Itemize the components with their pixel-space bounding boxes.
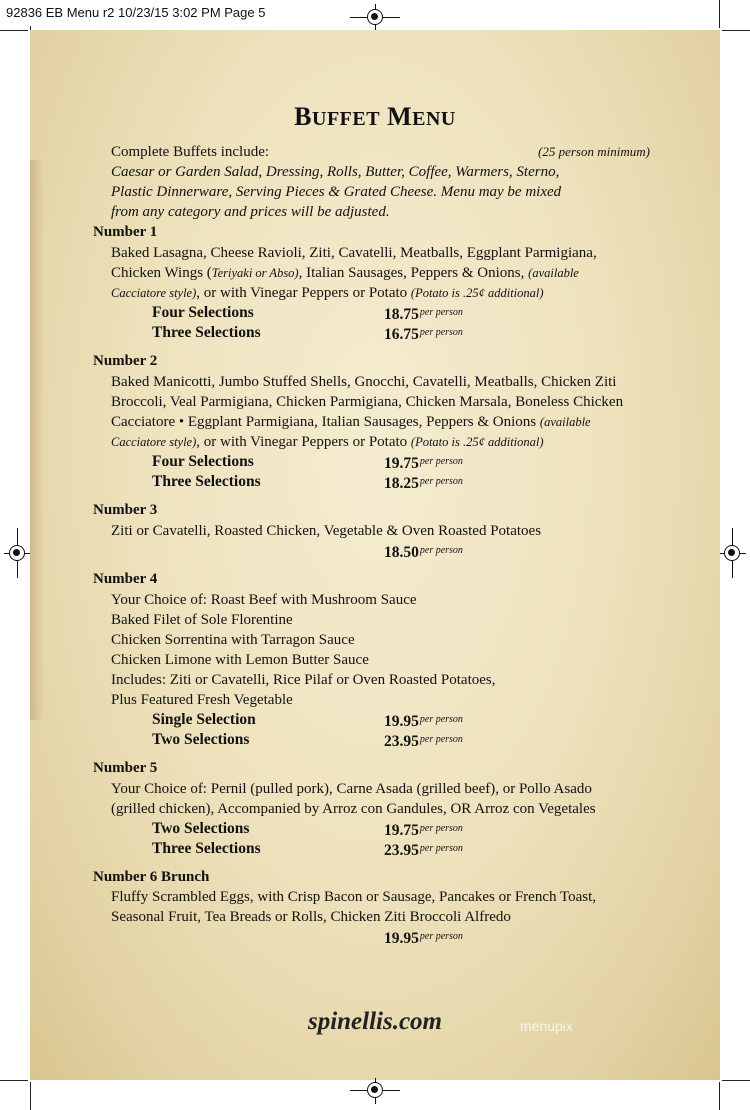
per-person-label: per person (419, 843, 463, 854)
n4-line-1: Your Choice of: Roast Beef with Mushroom Sauce (111, 592, 417, 608)
crop-mark-top-right-v (719, 0, 720, 28)
intro-line-2: Plastic Dinnerware, Serving Pieces & Grated Cheese. Menu may be mixed (111, 184, 562, 200)
n1-line-2 (111, 263, 579, 283)
n2-line-3a: Cacciatore • Eggplant Parmigiana, Italian Sausages, Peppers & Onions (111, 414, 540, 430)
n3-line-1: Ziti or Cavatelli, Roasted Chicken, Vegetable & Oven Roasted Potatoes (111, 523, 542, 539)
intro-minimum: (25 person minimum) (538, 144, 650, 159)
intro-lead: Complete Buffets include: (111, 144, 270, 160)
n1-line-3a: Cacciatore style) (111, 286, 197, 300)
n1-line-3c: (Potato is .25¢ additional) (410, 286, 544, 300)
n1-price-1 (384, 303, 463, 325)
n2-line-4 (111, 432, 544, 452)
n5-price-1 (384, 819, 463, 841)
page-title (0, 102, 750, 132)
n6-line-1: Fluffy Scrambled Eggs, with Crisp Bacon or Sausage, Pancakes or French Toast, (111, 889, 596, 905)
registration-mark-right (724, 545, 740, 561)
registration-mark-bottom (367, 1082, 383, 1098)
n2-line-1: Baked Manicotti, Jumbo Stuffed Shells, Gnocchi, Cavatelli, Meatballs, Chicken Ziti (111, 374, 617, 390)
n5-selection-1: Two Selections (152, 820, 250, 837)
n2-price-2-value: 18.25 (384, 475, 419, 492)
section-heading-4: Number 4 (93, 571, 158, 587)
crop-mark-bottom-right-v (719, 1082, 720, 1110)
per-person-label: per person (419, 714, 463, 725)
section-heading-1: Number 1 (93, 224, 158, 240)
n6-price (384, 927, 463, 949)
section-heading-3: Number 3 (93, 502, 158, 518)
n2-selection-2: Three Selections (152, 473, 261, 490)
n1-line-3 (111, 283, 544, 303)
n1-line-2d: (available (528, 266, 579, 280)
website-link[interactable]: spinellis.com (307, 1008, 443, 1035)
section-heading-5: Number 5 (93, 760, 158, 776)
n2-line-2: Broccoli, Veal Parmigiana, Chicken Parmigiana, Chicken Marsala, Boneless Chicken (111, 394, 624, 410)
n4-line-3: Chicken Sorrentina with Tarragon Sauce (111, 632, 355, 648)
per-person-label: per person (419, 734, 463, 745)
crop-mark-bottom-left (0, 1080, 28, 1081)
n4-selection-2: Two Selections (152, 731, 250, 748)
n2-line-3 (111, 412, 591, 432)
n5-price-2 (384, 839, 463, 861)
section-heading-2: Number 2 (93, 353, 158, 369)
per-person-label: per person (419, 327, 463, 338)
n1-line-2b: Teriyaki or Abso) (211, 266, 299, 280)
n6-price-value: 19.95 (384, 930, 419, 947)
n5-selection-2: Three Selections (152, 840, 261, 857)
registration-mark-top (367, 9, 383, 25)
n4-line-5: Includes: Ziti or Cavatelli, Rice Pilaf or Oven Roasted Potatoes, (111, 672, 496, 688)
section-heading-6: Number 6 Brunch (93, 869, 210, 885)
intro-line-3: from any category and prices will be adjusted. (111, 204, 390, 220)
crop-mark-bottom-left-v (30, 1082, 31, 1110)
registration-mark-left (9, 545, 25, 561)
n4-price-1-value: 19.95 (384, 713, 419, 730)
n3-price-value: 18.50 (384, 544, 419, 561)
n2-line-3b: (available (539, 415, 591, 429)
intro-line-1: Caesar or Garden Salad, Dressing, Rolls, Butter, Coffee, Warmers, Sterno, (111, 164, 560, 180)
title-letter-m: M (387, 102, 413, 131)
n1-selection-1: Four Selections (152, 304, 254, 321)
n2-price-1 (384, 452, 463, 474)
n1-price-2-value: 16.75 (384, 326, 419, 343)
n4-price-2-value: 23.95 (384, 733, 419, 750)
n5-price-1-value: 19.75 (384, 822, 419, 839)
n4-price-2 (384, 730, 463, 752)
n2-selection-1: Four Selections (152, 453, 254, 470)
print-slug: 92836 EB Menu r2 10/23/15 3:02 PM Page 5 (6, 5, 266, 20)
n5-line-1: Your Choice of: Pernil (pulled pork), Carne Asada (grilled beef), or Pollo Asado (111, 781, 592, 797)
n1-price-1-value: 18.75 (384, 306, 419, 323)
n1-line-1: Baked Lasagna, Cheese Ravioli, Ziti, Cavatelli, Meatballs, Eggplant Parmigiana, (111, 245, 597, 261)
n6-line-2: Seasonal Fruit, Tea Breads or Rolls, Chicken Ziti Broccoli Alfredo (111, 909, 511, 925)
title-letter-b: B (294, 102, 312, 131)
per-person-label: per person (419, 476, 463, 487)
n4-selection-1: Single Selection (152, 711, 256, 728)
n1-line-3b: , or with Vinegar Peppers or Potato (196, 285, 411, 301)
title-rest-1: UFFET (312, 108, 381, 130)
per-person-label: per person (419, 307, 463, 318)
n2-line-4a: Cacciatore style) (111, 435, 197, 449)
n2-price-2 (384, 472, 463, 494)
n2-line-4c: (Potato is .25¢ additional) (410, 435, 544, 449)
n5-line-2: (grilled chicken), Accompanied by Arroz con Gandules, OR Arroz con Vegetales (111, 801, 596, 817)
n1-line-2c: , Italian Sausages, Peppers & Onions, (298, 265, 529, 281)
crop-mark-bottom-right (722, 1080, 750, 1081)
n2-line-4b: , or with Vinegar Peppers or Potato (196, 434, 411, 450)
per-person-label: per person (419, 931, 463, 942)
n2-price-1-value: 19.75 (384, 455, 419, 472)
n4-price-1 (384, 710, 463, 732)
n1-line-2a: Chicken Wings ( (111, 265, 212, 281)
n4-line-6: Plus Featured Fresh Vegetable (111, 692, 293, 708)
title-rest-2: ENU (412, 108, 456, 130)
watermark: menupix (520, 1018, 573, 1034)
n5-price-2-value: 23.95 (384, 842, 419, 859)
crop-mark-top-left (0, 30, 28, 31)
n4-line-2: Baked Filet of Sole Florentine (111, 612, 293, 628)
per-person-label: per person (419, 545, 463, 556)
n1-selection-2: Three Selections (152, 324, 261, 341)
crop-mark-top-right (722, 30, 750, 31)
per-person-label: per person (419, 823, 463, 834)
n3-price (384, 541, 463, 563)
n1-price-2 (384, 323, 463, 345)
n4-line-4: Chicken Limone with Lemon Butter Sauce (111, 652, 369, 668)
per-person-label: per person (419, 456, 463, 467)
